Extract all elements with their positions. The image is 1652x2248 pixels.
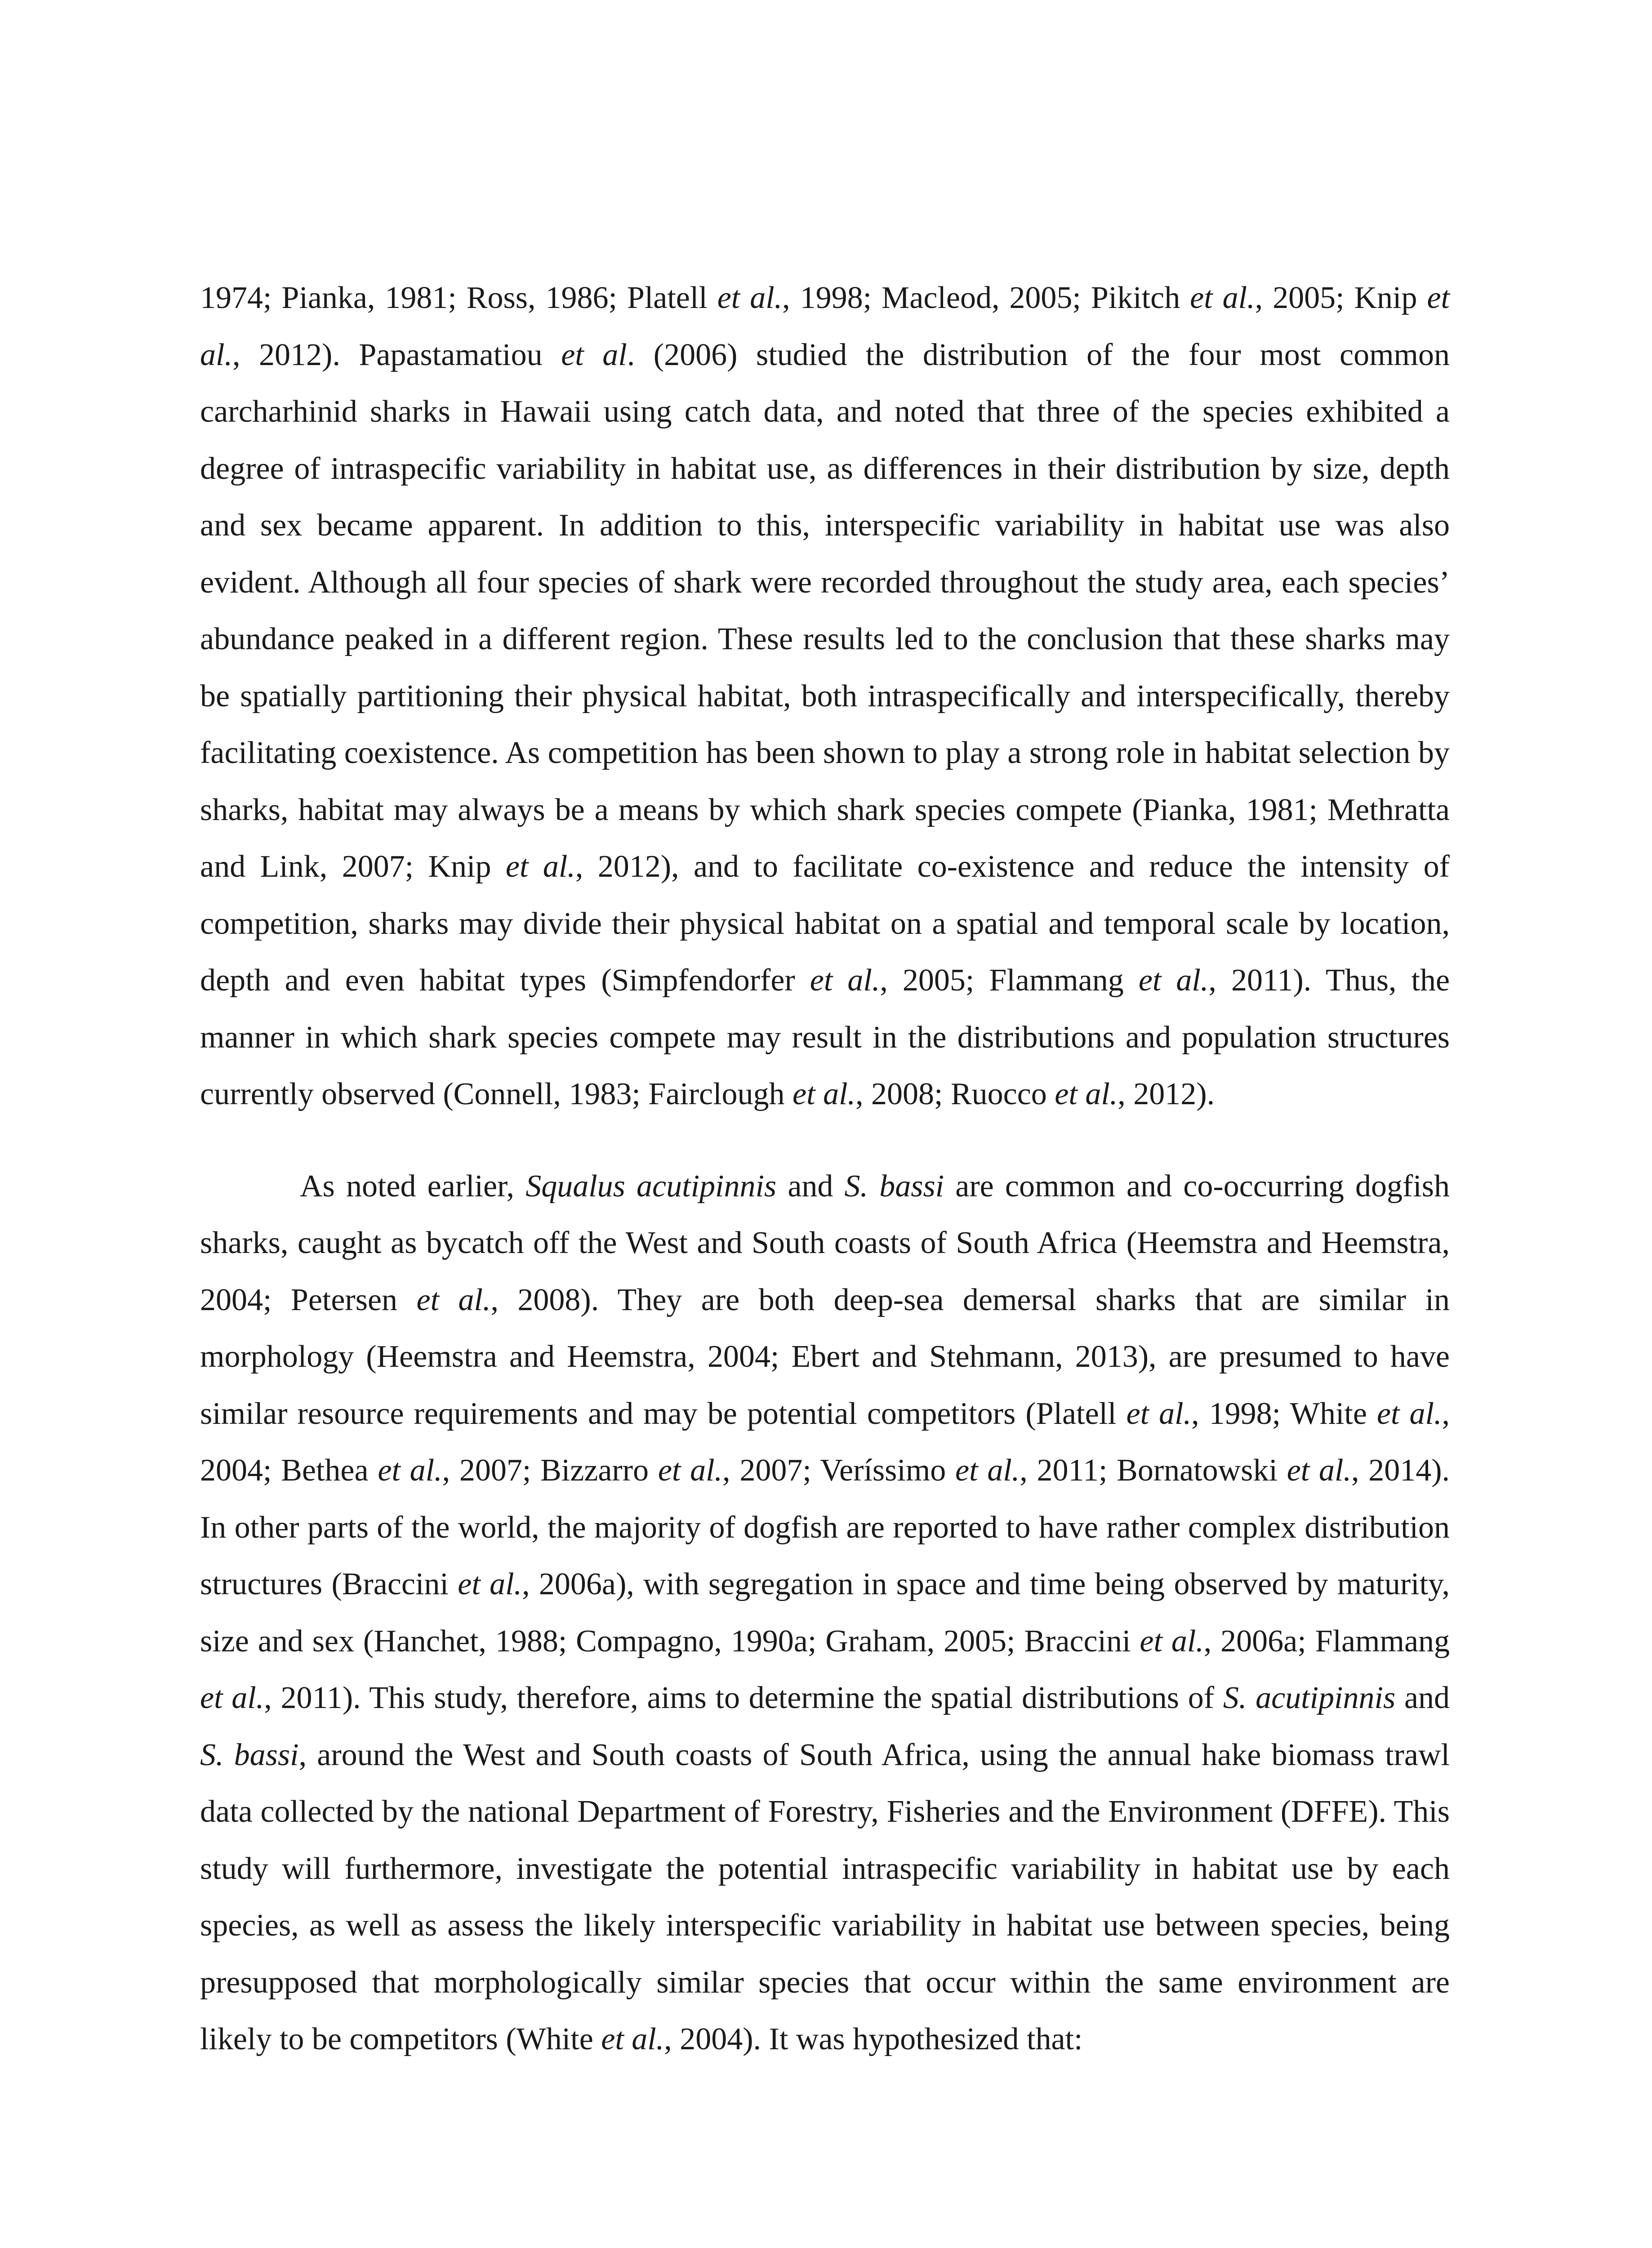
text-run: , 2006a; Flammang <box>1203 1624 1450 1659</box>
paragraph-1 <box>200 270 1450 1123</box>
italic-text-run: et al. <box>658 1453 723 1488</box>
text-run: , 2014). In other parts of the world, the majority of dogfish are reported to have rather complex distribution structures (Braccini <box>200 1453 1450 1601</box>
text-run: . (2006) studied the distribution of the four most common carcharhinid sharks in Hawaii using catch data, and noted that three of the species exhibited a degree of intraspecific variability in habitat use, as differences in their distribution by size, depth and sex became apparent. In addition to this, interspecific variability in habitat use was also evident. Although all four species of shark were recorded throughout the study area, each species’ abundance peaked in a different region. These results led to the conclusion that these sharks may be spatially partitioning their physical habitat, both intraspecifically and interspecifically, thereby facilitating coexistence. As competition has been shown to play a strong role in habitat selection by sharks, habitat may always be a means by which shark species compete (Pianka, 1981; Methratta and Link, 2007; Knip <box>200 337 1450 884</box>
italic-text-run: S. bassi <box>200 1737 299 1772</box>
text-run: , around the West and South coasts of South Africa, using the annual hake biomass trawl data collected by the national Department of Forestry, Fisheries and the Environment (DFFE). This study will furthermore, investigate the potential intraspecific variability in habitat use by each species, as well as assess the likely interspecific variability in habitat use between species, being presupposed that morphologically similar species that occur within the same environment are likely to be competitors (White <box>200 1737 1450 2056</box>
italic-text-run: et al. <box>717 281 783 315</box>
text-run: , 2011). This study, therefore, aims to determine the spatial distributions of <box>264 1681 1223 1715</box>
text-run: , 2011; Bornatowski <box>1020 1453 1287 1488</box>
text-run: and <box>1395 1681 1450 1715</box>
text-run: 1974; Pianka, 1981; Ross, 1986; Platell <box>200 281 717 315</box>
text-run: , 2012), and to facilitate co-existence and reduce the intensity of competition, sharks may divide their physical habitat on a spatial and temporal scale by location, depth and even habitat types (Simpfendorfer <box>200 849 1450 998</box>
text-run: , 2011). Thus, the manner in which shark species compete may result in the distributions and population structures currently observed (Connell, 1983; Fairclough <box>200 963 1450 1111</box>
italic-text-run: et al. <box>1287 1453 1351 1488</box>
italic-text-run: et al <box>561 337 627 372</box>
text-run: , 1998; Macleod, 2005; Pikitch <box>782 281 1190 315</box>
text-run: , 2005; Knip <box>1255 281 1427 315</box>
text-run: are common and co-occurring dogfish sharks, caught as bycatch off the West and South coasts of South Africa (Heemstra and Heemstra, 2004; Petersen <box>200 1169 1450 1317</box>
italic-text-run: et al. <box>793 1077 856 1111</box>
italic-text-run: et al. <box>1138 963 1209 998</box>
italic-text-run: S. bassi <box>844 1169 944 1204</box>
italic-text-run: et al. <box>200 1681 264 1715</box>
italic-text-run: et al. <box>378 1453 442 1488</box>
text-run: , 2012). <box>1118 1077 1215 1111</box>
page-body <box>200 270 1450 2068</box>
text-run: , 2007; Bizzarro <box>442 1453 658 1488</box>
italic-text-run: et al. <box>1055 1077 1118 1111</box>
italic-text-run: et al. <box>458 1567 522 1601</box>
paragraph-2 <box>200 1158 1450 2068</box>
text-run: , 2005; Flammang <box>880 963 1139 998</box>
text-run: , 1998; White <box>1191 1396 1377 1431</box>
text-run: , 2008; Ruocco <box>855 1077 1055 1111</box>
italic-text-run: et al. <box>1140 1624 1204 1659</box>
italic-text-run: et al. <box>1376 1396 1442 1431</box>
text-run: , 2008). They are both deep-sea demersal sharks that are similar in morphology (Heemstra and Heemstra, 2004; Ebert and Stehmann, 2013), are presumed to have similar resource requirements and may be potential competitors (Platell <box>200 1282 1450 1431</box>
italic-text-run: et al. <box>416 1282 491 1317</box>
italic-text-run: et al. <box>505 849 575 884</box>
text-run: As noted earlier, <box>300 1169 526 1204</box>
text-run: and <box>776 1169 845 1204</box>
italic-text-run: et al. <box>1190 281 1255 315</box>
italic-text-run: S. acutipinnis <box>1223 1681 1396 1715</box>
italic-text-run: et al. <box>810 963 880 998</box>
italic-text-run: et al. <box>1126 1396 1192 1431</box>
text-run: , 2006a), with segregation in space and time being observed by maturity, size and sex (Hanchet, 1988; Compagno, 1990a; Graham, 2005; Braccini <box>200 1567 1450 1659</box>
italic-text-run: Squalus acutipinnis <box>525 1169 777 1204</box>
italic-text-run: et al. <box>955 1453 1020 1488</box>
italic-text-run: et al. <box>601 2022 664 2056</box>
text-run: , 2012). Papastamatiou <box>232 337 561 372</box>
text-run: , 2007; Veríssimo <box>722 1453 956 1488</box>
italic-text-run: et al. <box>200 281 1450 372</box>
text-run: , 2004). It was hypothesized that: <box>664 2022 1083 2056</box>
text-run: , 2004; Bethea <box>200 1396 1450 1488</box>
